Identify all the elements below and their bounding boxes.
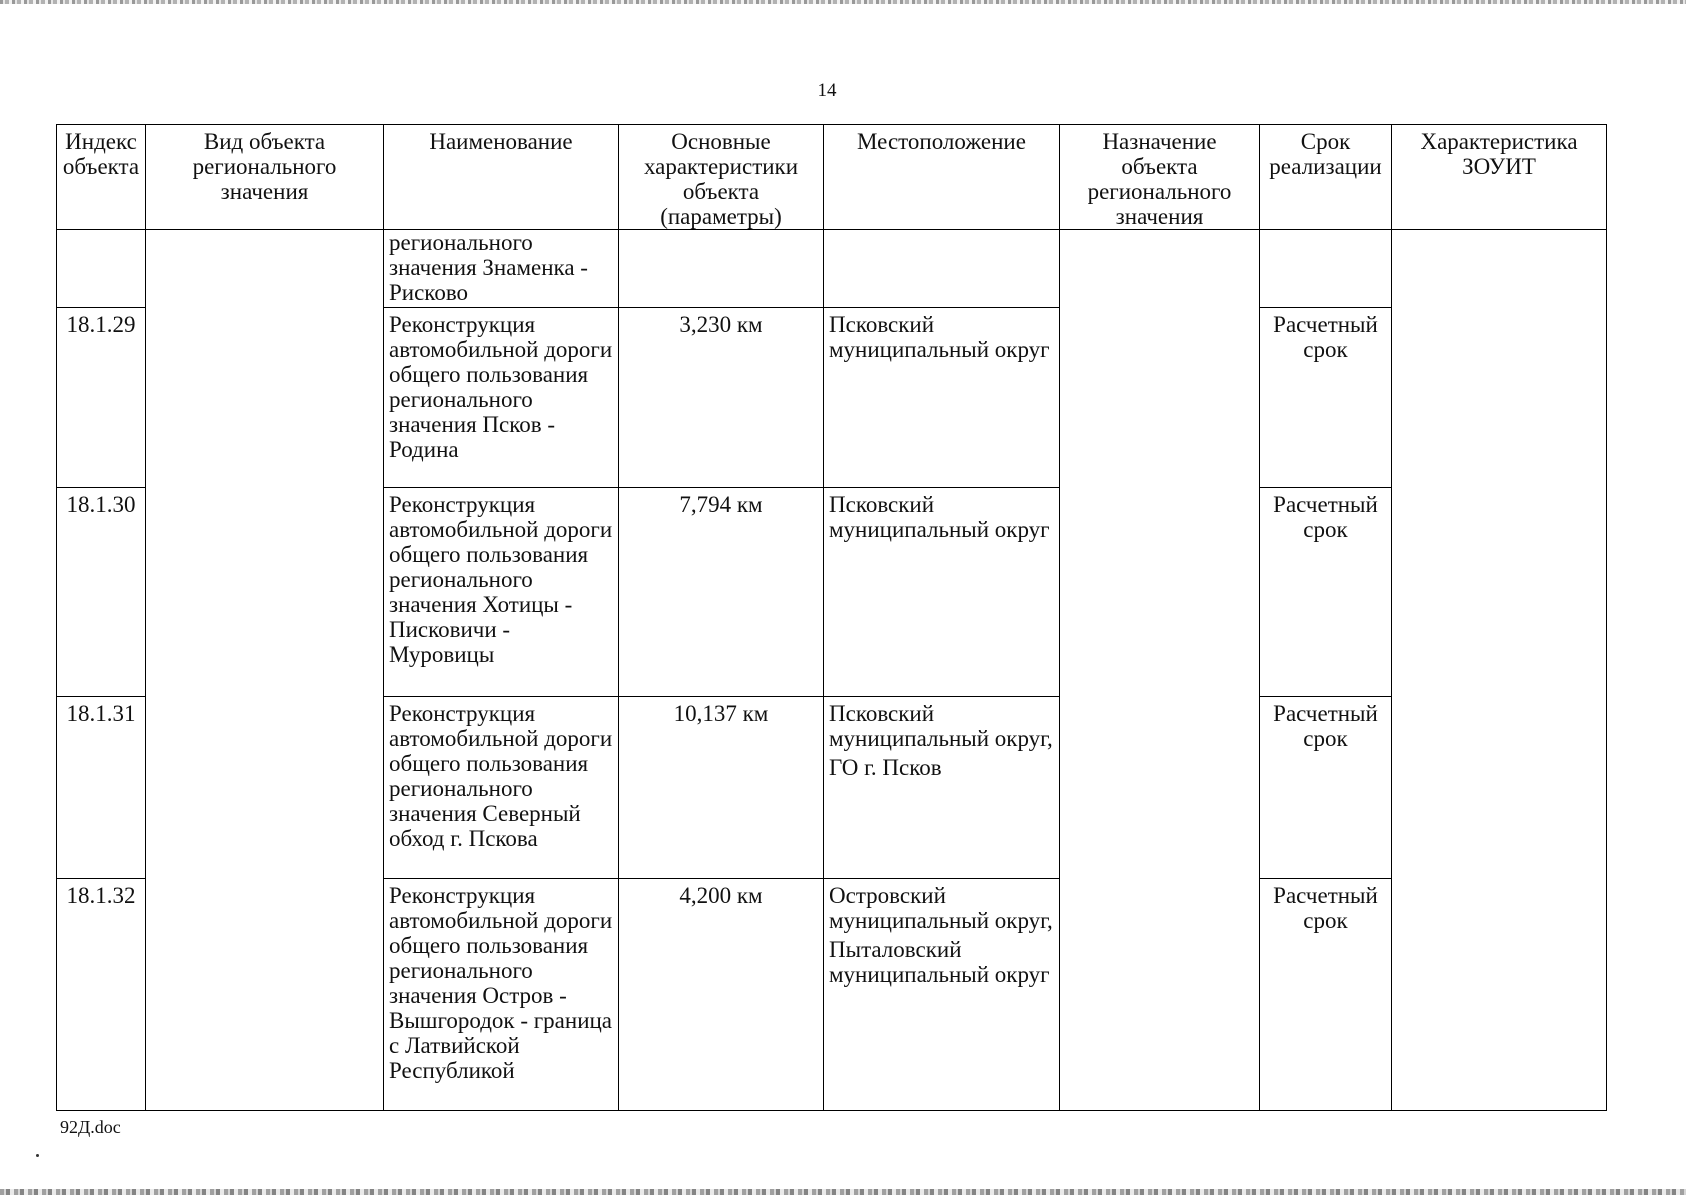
location-cell (824, 308, 1060, 488)
location-cell (824, 230, 1060, 308)
name-cell: Реконструкция автомобильной дороги общего пользования регионального значения Псков - Родина (384, 308, 619, 488)
index-cell: 18.1.32 (57, 879, 146, 1111)
location-line: Псковский муниципальный округ, (829, 701, 1053, 751)
header-purpose: Назначение объекта регионального значения (1060, 125, 1260, 230)
param-cell: 3,230 км (619, 308, 824, 488)
index-cell: 18.1.31 (57, 697, 146, 879)
term-cell (1260, 230, 1392, 308)
name-cell: Реконструкция автомобильной дороги общего пользования регионального значения Остров - Вышгородок - граница с Латвийской Республикой (384, 879, 619, 1111)
param-cell: 4,200 км (619, 879, 824, 1111)
param-cell: 10,137 км (619, 697, 824, 879)
header-index: Индекс объекта (57, 125, 146, 230)
location-cell (824, 879, 1060, 1111)
location-cell (824, 488, 1060, 697)
param-cell: 7,794 км (619, 488, 824, 697)
table-row-continuation (57, 230, 1607, 308)
header-zouit: Характеристика ЗОУИТ (1392, 125, 1607, 230)
header-object-type: Вид объекта регионального значения (146, 125, 384, 230)
objects-table (56, 124, 1607, 1111)
location-line: Пыталовский муниципальный округ (829, 937, 1050, 987)
term-cell: Расчетный срок (1260, 697, 1392, 879)
header-term: Срок реализации (1260, 125, 1392, 230)
location-line: Псковский муниципальный округ (829, 492, 1050, 542)
page-number: 14 (817, 80, 837, 101)
header-location: Местоположение (824, 125, 1060, 230)
name-cell: Реконструкция автомобильной дороги общего пользования регионального значения Северный обход г. Пскова (384, 697, 619, 879)
param-cell (619, 230, 824, 308)
table-header-row (57, 125, 1607, 230)
header-name: Наименование (384, 125, 619, 230)
header-parameters: Основные характеристики объекта (параметры) (619, 125, 824, 230)
footer-file-name: 92Д.doc (60, 1117, 121, 1137)
location-line: ГО г. Псков (829, 755, 942, 780)
index-cell: 18.1.30 (57, 488, 146, 697)
scan-edge-bottom (0, 1189, 1686, 1195)
name-cell: Реконструкция автомобильной дороги общего пользования регионального значения Хотицы - Писковичи - Муровицы (384, 488, 619, 697)
term-cell: Расчетный срок (1260, 488, 1392, 697)
object-type-cell (146, 230, 384, 1111)
term-cell: Расчетный срок (1260, 308, 1392, 488)
zouit-cell (1392, 230, 1607, 1111)
location-cell (824, 697, 1060, 879)
scan-speck (36, 1154, 39, 1157)
name-cell: регионального значения Знаменка - Рисково (384, 230, 619, 308)
purpose-cell (1060, 230, 1260, 1111)
index-cell: 18.1.29 (57, 308, 146, 488)
location-line: Островский муниципальный округ, (829, 883, 1053, 933)
index-cell (57, 230, 146, 308)
term-cell: Расчетный срок (1260, 879, 1392, 1111)
scan-edge-top (0, 0, 1686, 4)
location-line: Псковский муниципальный округ (829, 312, 1050, 362)
